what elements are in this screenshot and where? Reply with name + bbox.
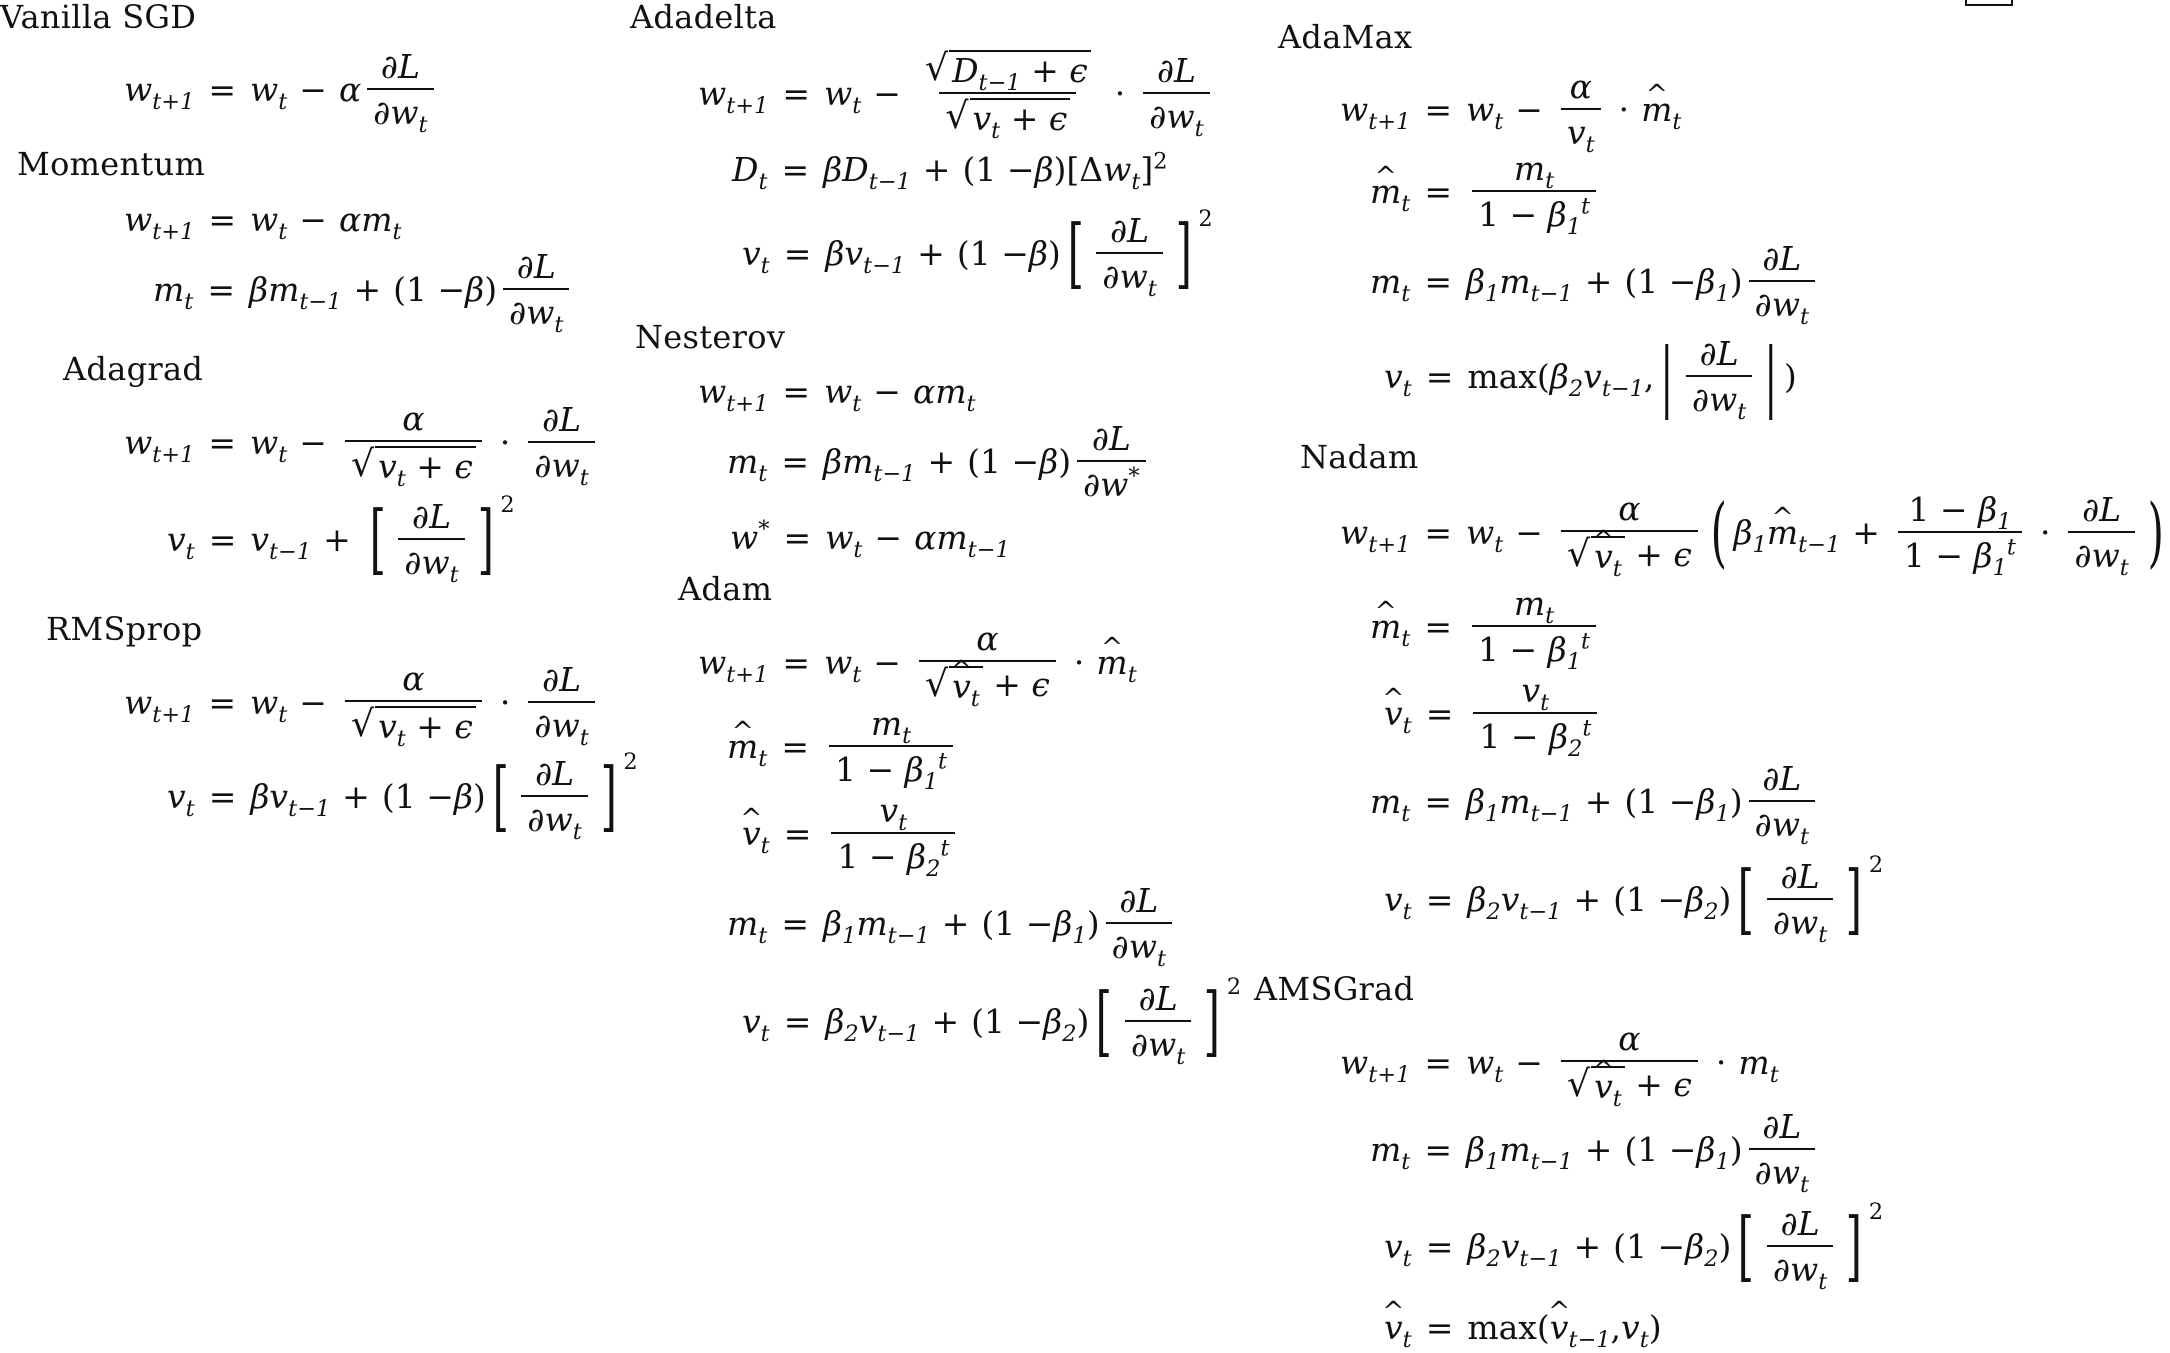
- eq-adamax-update: $w_{t+1}$ = $w_t$ − $\frac{\alpha}{v_t}$ · m $\^{}_t$: [1340, 68, 1681, 152]
- eq-adam-mhat: m $\^{}_t$ = $\frac{m_t}{1 - \beta_1^t}$: [727, 705, 959, 789]
- eq-adadelta-v: $v_t$ = $\beta v_{t-1}$ + (1 − β ) [ $\frac{\partial L}{\partial w_t}$ ] 2: [742, 206, 1213, 302]
- eq-amsgrad-m: $m_t$ = $\beta_1m_{t-1}$ + (1 − $\beta_1$ ) $\frac{\partial L}{\partial w_t}$: [1370, 1108, 1821, 1192]
- eq-amsgrad-update: $w_{t+1}$ = $w_t$ − α √ v $\^{}_t$ + ϵ · $m_t$: [1340, 1020, 1779, 1106]
- heading-adam: Adam: [678, 570, 773, 608]
- eq-adam-m: $m_t$ = $\beta_1m_{t-1}$ + (1 − $\beta_1$ ) $\frac{\partial L}{\partial w_t}$: [727, 882, 1178, 966]
- eq-adagrad-v: $v_t$ = $v_{t-1}$ + [ $\frac{\partial L}{\partial w_t}$ ] 2: [167, 492, 515, 588]
- eq-momentum-update: $w_{t+1}$ = $w_t$ − $\alpha m_t$: [124, 200, 402, 245]
- eq-nadam-v: $v_t$ = $\beta_2v_{t-1}$ + (1 − $\beta_2$ ) [ $\frac{\partial L}{\partial w_t}$ ] 2: [1384, 852, 1884, 948]
- eq-nesterov-wstar: w* = $w_t$ − $\alpha m_{t-1}$: [730, 516, 1010, 563]
- eq-nadam-update: $w_{t+1}$ = $w_t$ − α √ v $\^{}_t$ + ϵ ( $\beta_1m$ $\^{}_{t-1}$ + $\frac{1 - \beta_1}{1 - \beta_1^t}$ · $\frac{\partial L}{\partial w_t}$ ): [1340, 490, 2170, 576]
- heading-vanilla-sgd: Vanilla SGD: [0, 0, 197, 36]
- eq-adamax-m: $m_t$ = $\beta_1m_{t-1}$ + (1 − $\beta_1$ ) $\frac{\partial L}{\partial w_t}$: [1370, 240, 1821, 324]
- heading-rmsprop: RMSprop: [46, 610, 203, 648]
- heading-adadelta: Adadelta: [630, 0, 777, 36]
- eq-sgd-update: $w_{t+1}$ = $w_t$ − α $\frac{\partial L}{\partial w_t}$: [124, 48, 440, 132]
- heading-momentum: Momentum: [17, 145, 206, 183]
- eq-nadam-mhat: m $\^{}_t$ = $\frac{m_t}{1 - \beta_1^t}$: [1370, 585, 1602, 669]
- heading-adamax: AdaMax: [1278, 18, 1413, 56]
- eq-adadelta-update: $w_{t+1}$ = $w_t$ − √ $D_{t-1} + \epsilon$ √ $v_t + \epsilon$ · $\frac{\partial L}{\partial w_t}$: [698, 50, 1216, 138]
- eq-adadelta-D: $D_t$ = $\beta D_{t-1}$ + (1 − β )[Δ $w_t$ ]$^2$: [732, 148, 1168, 195]
- eq-momentum-m: $m_t$ = $\beta m_{t-1}$ + (1 − β ) $\frac{\partial L}{\partial w_t}$: [153, 248, 575, 332]
- eq-nesterov-m: $m_t$ = $\beta m_{t-1}$ + (1 − β ) $\frac{\partial L}{\partial w^*}$: [727, 420, 1152, 504]
- eq-adam-vhat: v $\^{}_t$ = $\frac{v_t}{1 - \beta_2^t}$: [742, 792, 961, 876]
- heading-adagrad: Adagrad: [63, 350, 204, 388]
- eq-adamax-mhat: m $\^{}_t$ = $\frac{m_t}{1 - \beta_1^t}$: [1370, 150, 1602, 234]
- clipped-bracket-mark: [1965, 0, 2013, 6]
- eq-adamax-v: $v_t$ = max( $\beta_2v_{t-1}$ , | $\frac{\partial L}{\partial w_t}$ | ): [1384, 331, 1797, 425]
- eq-adagrad-update: $w_{t+1}$ = $w_t$ − α √ $v_t + \epsilon$ · $\frac{\partial L}{\partial w_t}$: [124, 400, 601, 486]
- heading-nadam: Nadam: [1300, 438, 1419, 476]
- eq-nadam-vhat: v $\^{}_t$ = $\frac{v_t}{1 - \beta_2^t}$: [1384, 672, 1603, 756]
- eq-rmsprop-v: $v_t$ = $\beta v_{t-1}$ + (1 − β ) [ $\frac{\partial L}{\partial w_t}$ ] 2: [167, 749, 638, 845]
- heading-nesterov: Nesterov: [635, 318, 786, 356]
- eq-adam-v: $v_t$ = $\beta_2v_{t-1}$ + (1 − $\beta_2$ ) [ $\frac{\partial L}{\partial w_t}$ ] 2: [742, 974, 1242, 1070]
- eq-nadam-m: $m_t$ = $\beta_1m_{t-1}$ + (1 − $\beta_1$ ) $\frac{\partial L}{\partial w_t}$: [1370, 760, 1821, 844]
- eq-amsgrad-v: $v_t$ = $\beta_2v_{t-1}$ + (1 − $\beta_2$ ) [ $\frac{\partial L}{\partial w_t}$ ] 2: [1384, 1199, 1884, 1295]
- eq-amsgrad-vhat: v $\^{}_t$ = max( v $\^{}_{t-1}$ , $v_t$ ): [1384, 1308, 1662, 1347]
- eq-adam-update: $w_{t+1}$ = $w_t$ − α √ v $\^{}_t$ + ϵ · m $\^{}_t$: [698, 620, 1137, 706]
- eq-nesterov-update: $w_{t+1}$ = $w_t$ − $\alpha m_t$: [698, 372, 976, 417]
- eq-rmsprop-update: $w_{t+1}$ = $w_t$ − α √ $v_t + \epsilon$ · $\frac{\partial L}{\partial w_t}$: [124, 660, 601, 746]
- heading-amsgrad: AMSGrad: [1254, 970, 1415, 1008]
